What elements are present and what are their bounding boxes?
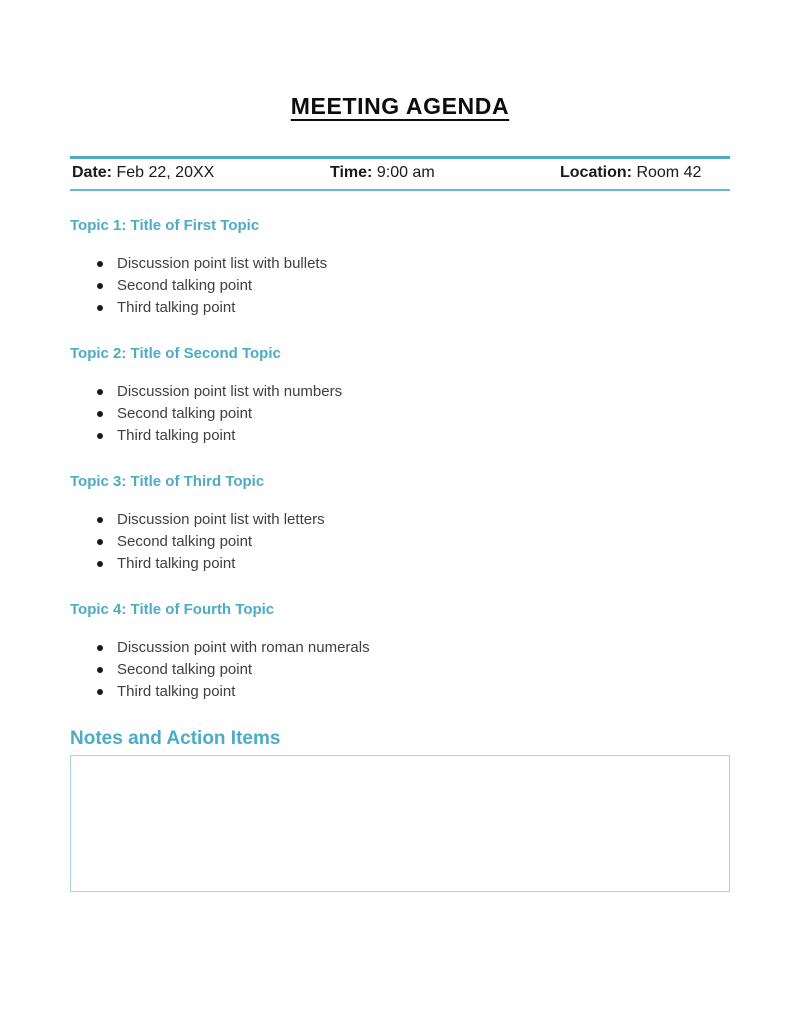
bullet-icon — [97, 561, 103, 567]
list-item — [97, 425, 730, 447]
list-item-text: Third talking point — [117, 427, 236, 444]
list-item-text: Third talking point — [117, 299, 236, 316]
topic-heading: Topic 4: Title of Fourth Topic — [70, 601, 275, 618]
date-label: Date: — [72, 164, 113, 181]
notes-heading: Notes and Action Items — [70, 728, 281, 749]
time-value: 9:00 am — [376, 164, 435, 181]
bullet-icon — [97, 411, 103, 417]
bullet-icon — [97, 433, 103, 439]
bullet-icon — [97, 283, 103, 289]
topic-section-4 — [70, 601, 730, 703]
list-item — [97, 403, 730, 425]
info-date — [72, 164, 330, 182]
topic-section-3 — [70, 473, 730, 575]
topic-heading: Topic 3: Title of Third Topic — [70, 473, 265, 490]
list-item-text: Discussion point list with bullets — [117, 255, 328, 272]
time-label: Time: — [330, 164, 373, 181]
bullet-icon — [97, 517, 103, 523]
list-item-text: Third talking point — [117, 555, 236, 572]
discussion-list — [70, 381, 730, 447]
list-item — [97, 659, 730, 681]
list-item — [97, 381, 730, 403]
list-item-text: Third talking point — [117, 683, 236, 700]
topic-section-1 — [70, 217, 730, 319]
list-item-text: Discussion point list with numbers — [117, 383, 343, 400]
list-item-text: Discussion point with roman numerals — [117, 639, 370, 656]
list-item — [97, 253, 730, 275]
list-item — [97, 509, 730, 531]
info-time — [330, 164, 560, 182]
list-item-text: Second talking point — [117, 533, 253, 550]
bullet-icon — [97, 667, 103, 673]
list-item — [97, 297, 730, 319]
topic-heading: Topic 2: Title of Second Topic — [70, 345, 281, 362]
info-bar — [70, 156, 730, 191]
discussion-list — [70, 637, 730, 703]
list-item-text: Second talking point — [117, 277, 253, 294]
list-item — [97, 637, 730, 659]
bullet-icon — [97, 689, 103, 695]
info-location — [560, 164, 728, 182]
bullet-icon — [97, 539, 103, 545]
list-item — [97, 681, 730, 703]
list-item — [97, 553, 730, 575]
topic-section-2 — [70, 345, 730, 447]
bullet-icon — [97, 389, 103, 395]
location-value: Room 42 — [636, 164, 702, 181]
discussion-list — [70, 253, 730, 319]
page-title: MEETING AGENDA — [290, 93, 510, 119]
list-item-text: Discussion point list with letters — [117, 511, 325, 528]
discussion-list — [70, 509, 730, 575]
topic-heading: Topic 1: Title of First Topic — [70, 217, 260, 234]
list-item-text: Second talking point — [117, 405, 253, 422]
list-item — [97, 275, 730, 297]
notes-input-area[interactable] — [70, 755, 730, 892]
list-item-text: Second talking point — [117, 661, 253, 678]
bullet-icon — [97, 645, 103, 651]
date-value: Feb 22, 20XX — [116, 164, 215, 181]
bullet-icon — [97, 305, 103, 311]
bullet-icon — [97, 261, 103, 267]
location-label: Location: — [560, 164, 632, 181]
list-item — [97, 531, 730, 553]
